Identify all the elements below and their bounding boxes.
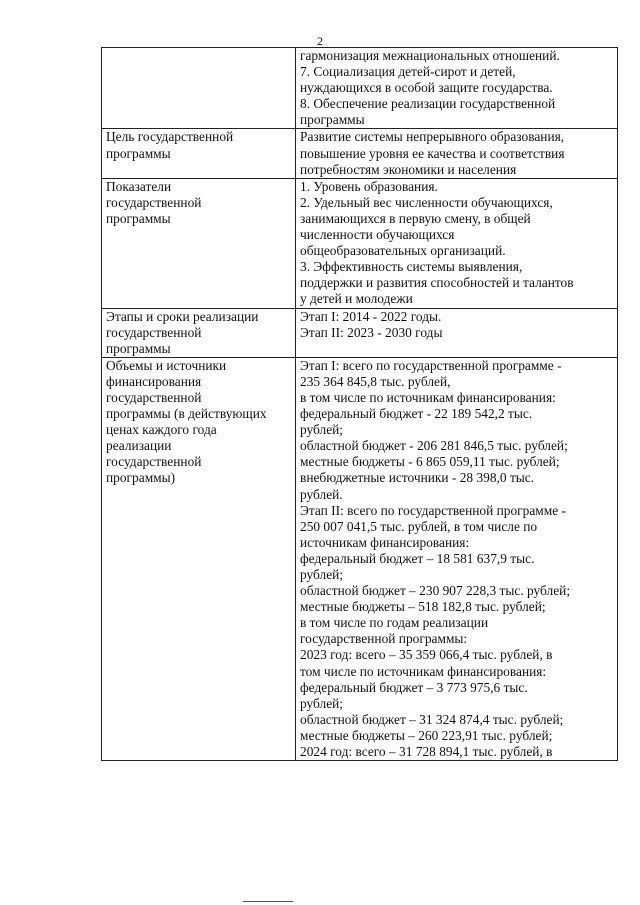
content-line: общеобразовательных организаций. xyxy=(300,243,506,259)
label-line: финансирования xyxy=(106,373,202,389)
table-row xyxy=(102,308,618,357)
table-row xyxy=(102,357,618,760)
row-content-cell xyxy=(296,129,618,178)
content-line: программы xyxy=(300,112,365,128)
page-number: 2 xyxy=(317,34,323,48)
content-line: у детей и молодежи xyxy=(300,291,413,307)
content-line: областной бюджет – 230 907 228,3 тыс. рублей; xyxy=(300,583,571,599)
content-line: 7. Социализация детей-сирот и детей, xyxy=(300,64,516,80)
content-line: рублей; xyxy=(300,695,344,711)
label-line: Показатели xyxy=(106,178,172,194)
content-line: численности обучающихся xyxy=(300,227,455,243)
row-label-cell xyxy=(102,357,296,760)
content-line: Этап I: всего по государственной программе - xyxy=(300,357,562,373)
content-line: 3. Эффективность системы выявления, xyxy=(300,259,523,275)
footer-rule xyxy=(243,901,293,902)
label-line: государственной xyxy=(106,454,202,470)
content-line: том числе по источникам финансирования: xyxy=(300,663,547,679)
content-line: повышение уровня ее качества и соответствия xyxy=(300,145,565,161)
content-line: 2023 год: всего – 35 359 066,4 тыс. рублей, в xyxy=(300,647,553,663)
row-label-cell xyxy=(102,48,296,129)
content-line: государственной программы: xyxy=(300,631,468,647)
content-line: областной бюджет – 31 324 874,4 тыс. рублей; xyxy=(300,711,564,727)
content-line: Этап II: 2023 - 2030 годы xyxy=(300,324,443,340)
content-line: источникам финансирования: xyxy=(300,534,470,550)
label-line: программы (в действующих xyxy=(106,406,267,422)
label-line: государственной xyxy=(106,324,202,340)
content-line: занимающихся в первую смену, в общей xyxy=(300,210,531,226)
content-line: в том числе по годам реализации xyxy=(300,615,489,631)
label-line: Этапы и сроки реализации xyxy=(106,308,259,324)
label-line: Объемы и источники xyxy=(106,357,227,373)
content-line: нуждающихся в особой защите государства. xyxy=(300,80,553,96)
content-line: рублей; xyxy=(300,567,344,582)
content-line: 2024 год: всего – 31 728 894,1 тыс. рублей, в xyxy=(300,744,553,760)
row-label-cell xyxy=(102,308,296,357)
content-line: 2. Удельный вес численности обучающихся, xyxy=(300,194,553,210)
content-line: федеральный бюджет – 18 581 637,9 тыс. xyxy=(300,550,535,566)
content-line: Этап II: всего по государственной программе - xyxy=(300,502,566,518)
row-content-cell xyxy=(296,308,618,357)
label-line: программы) xyxy=(106,470,176,486)
content-line: поддержки и развития способностей и талантов xyxy=(300,275,574,291)
row-content-cell xyxy=(296,48,618,129)
label-line: государственной xyxy=(106,389,202,405)
content-line: 235 364 845,8 тыс. рублей, xyxy=(300,373,451,389)
row-content-cell xyxy=(296,357,618,760)
content-line: в том числе по источникам финансирования: xyxy=(300,389,556,405)
row-label-cell xyxy=(102,129,296,178)
content-line: потребностям экономики и населения xyxy=(300,161,517,177)
table-row xyxy=(102,48,618,129)
content-line: гармонизация межнациональных отношений. xyxy=(300,48,560,63)
content-line: Развитие системы непрерывного образования, xyxy=(300,129,565,145)
content-line: внебюджетные источники - 28 398,0 тыс. xyxy=(300,470,535,486)
label-line: программы xyxy=(106,145,171,161)
label-line: реализации xyxy=(106,438,172,454)
content-line: Этап I: 2014 - 2022 годы. xyxy=(300,308,442,324)
label-line: государственной xyxy=(106,194,202,210)
row-label-cell xyxy=(102,178,296,308)
label-line: программы xyxy=(106,340,171,356)
content-line: рублей; xyxy=(300,422,344,438)
content-line: местные бюджеты – 260 223,91 тыс. рублей; xyxy=(300,727,553,743)
row-content-cell xyxy=(296,178,618,308)
table-body xyxy=(102,48,618,761)
content-line: рублей. xyxy=(300,486,343,502)
label-line: ценах каждого года xyxy=(106,422,217,438)
content-line: местные бюджеты – 518 182,8 тыс. рублей; xyxy=(300,599,546,615)
content-line: местные бюджеты - 6 865 059,11 тыс. рублей; xyxy=(300,454,560,470)
content-line: федеральный бюджет - 22 189 542,2 тыс. xyxy=(300,406,533,422)
content-line: 250 007 041,5 тыс. рублей, в том числе по xyxy=(300,518,538,534)
program-passport-table xyxy=(101,47,618,761)
content-line: областной бюджет - 206 281 846,5 тыс. рублей; xyxy=(300,438,568,454)
label-line: Цель государственной xyxy=(106,129,234,145)
label-line: программы xyxy=(106,210,171,226)
content-line: 1. Уровень образования. xyxy=(300,178,438,194)
table-row xyxy=(102,178,618,308)
table-row xyxy=(102,129,618,178)
content-line: федеральный бюджет – 3 773 975,6 тыс. xyxy=(300,679,528,695)
content-line: 8. Обеспечение реализации государственной xyxy=(300,96,556,112)
